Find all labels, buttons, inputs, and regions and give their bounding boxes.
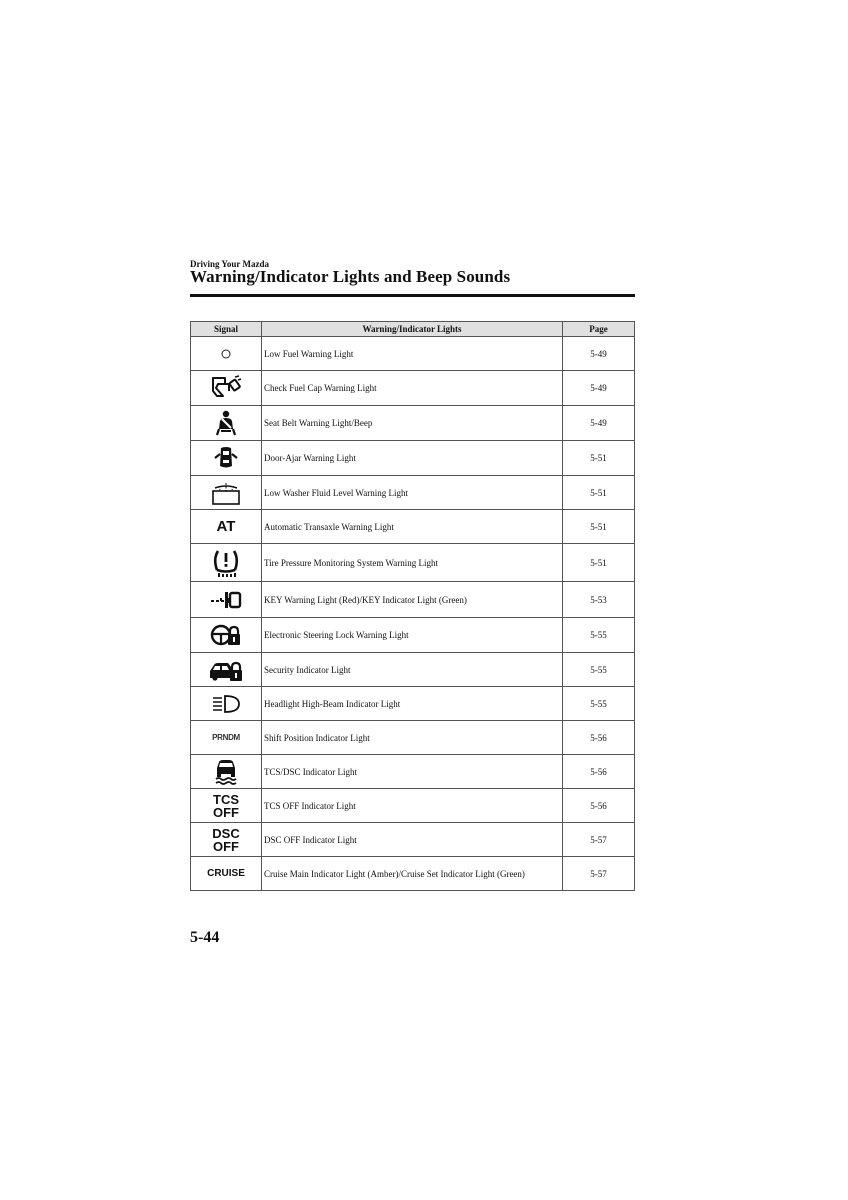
key-icon (209, 589, 243, 611)
table-row (191, 823, 635, 857)
row-page: 5-53 (563, 582, 635, 618)
page-number: 5-44 (190, 929, 220, 946)
row-label: TCS OFF Indicator Light (262, 789, 563, 823)
tire-pressure-icon (211, 547, 241, 579)
row-label: Electronic Steering Lock Warning Light (262, 618, 563, 653)
icon-line-2: OFF (212, 838, 239, 854)
section-label: Driving Your Mazda (190, 259, 270, 269)
table-row (191, 582, 635, 618)
row-page: 5-56 (563, 721, 635, 755)
row-page: 5-51 (563, 544, 635, 582)
row-label: Low Fuel Warning Light (262, 337, 563, 371)
row-label: Security Indicator Light (262, 653, 563, 687)
shift-position-icon: PRNDM (212, 732, 240, 742)
indicator-table (190, 321, 635, 891)
row-page: 5-51 (563, 476, 635, 510)
table-row (191, 544, 635, 582)
row-page: 5-49 (563, 371, 635, 406)
title-rule (190, 294, 635, 297)
row-page: 5-55 (563, 618, 635, 653)
row-label: Seat Belt Warning Light/Beep (262, 406, 563, 441)
row-page: 5-55 (563, 687, 635, 721)
row-label: TCS/DSC Indicator Light (262, 755, 563, 789)
cruise-icon: CRUISE (207, 867, 245, 879)
row-label: DSC OFF Indicator Light (262, 823, 563, 857)
table-row (191, 406, 635, 441)
at-icon: AT (216, 517, 236, 535)
table-row (191, 441, 635, 476)
steering-lock-icon (209, 622, 243, 648)
high-beam-icon (211, 694, 241, 714)
security-icon (209, 658, 243, 682)
header-signal: Signal (191, 322, 262, 337)
row-page: 5-49 (563, 337, 635, 371)
low-fuel-icon (219, 347, 233, 361)
table-row (191, 371, 635, 406)
row-label: KEY Warning Light (Red)/KEY Indicator Light (Green) (262, 582, 563, 618)
row-page: 5-51 (563, 510, 635, 544)
row-page: 5-57 (563, 857, 635, 891)
table-row (191, 687, 635, 721)
tcs-off-icon (213, 793, 239, 819)
row-label: Door-Ajar Warning Light (262, 441, 563, 476)
table-row (191, 510, 635, 544)
table-row (191, 618, 635, 653)
row-label: Check Fuel Cap Warning Light (262, 371, 563, 406)
table-row (191, 755, 635, 789)
row-page: 5-49 (563, 406, 635, 441)
door-ajar-icon (213, 445, 239, 471)
table-row (191, 476, 635, 510)
row-label: Low Washer Fluid Level Warning Light (262, 476, 563, 510)
row-label: Headlight High-Beam Indicator Light (262, 687, 563, 721)
row-page: 5-57 (563, 823, 635, 857)
table-row (191, 789, 635, 823)
icon-line-1: DSC (212, 825, 240, 841)
row-label: Shift Position Indicator Light (262, 721, 563, 755)
tcs-dsc-icon (213, 759, 239, 785)
row-page: 5-56 (563, 789, 635, 823)
check-fuel-cap-icon (209, 375, 243, 401)
table-row (191, 653, 635, 687)
row-label: Cruise Main Indicator Light (Amber)/Cruise Set Indicator Light (Green) (262, 857, 563, 891)
header-page: Page (563, 322, 635, 337)
row-page: 5-51 (563, 441, 635, 476)
row-label: Tire Pressure Monitoring System Warning Light (262, 544, 563, 582)
page-title: Warning/Indicator Lights and Beep Sounds (190, 267, 511, 286)
table-header-row (191, 322, 635, 337)
dsc-off-icon (212, 827, 239, 853)
icon-line-1: TCS (213, 791, 239, 807)
header-lights: Warning/Indicator Lights (262, 322, 563, 337)
table-row (191, 721, 635, 755)
row-page: 5-56 (563, 755, 635, 789)
seat-belt-icon (212, 409, 240, 437)
table-row (191, 337, 635, 371)
icon-line-2: OFF (213, 804, 239, 820)
row-page: 5-55 (563, 653, 635, 687)
washer-fluid-icon (210, 480, 242, 506)
table-row (191, 857, 635, 891)
row-label: Automatic Transaxle Warning Light (262, 510, 563, 544)
